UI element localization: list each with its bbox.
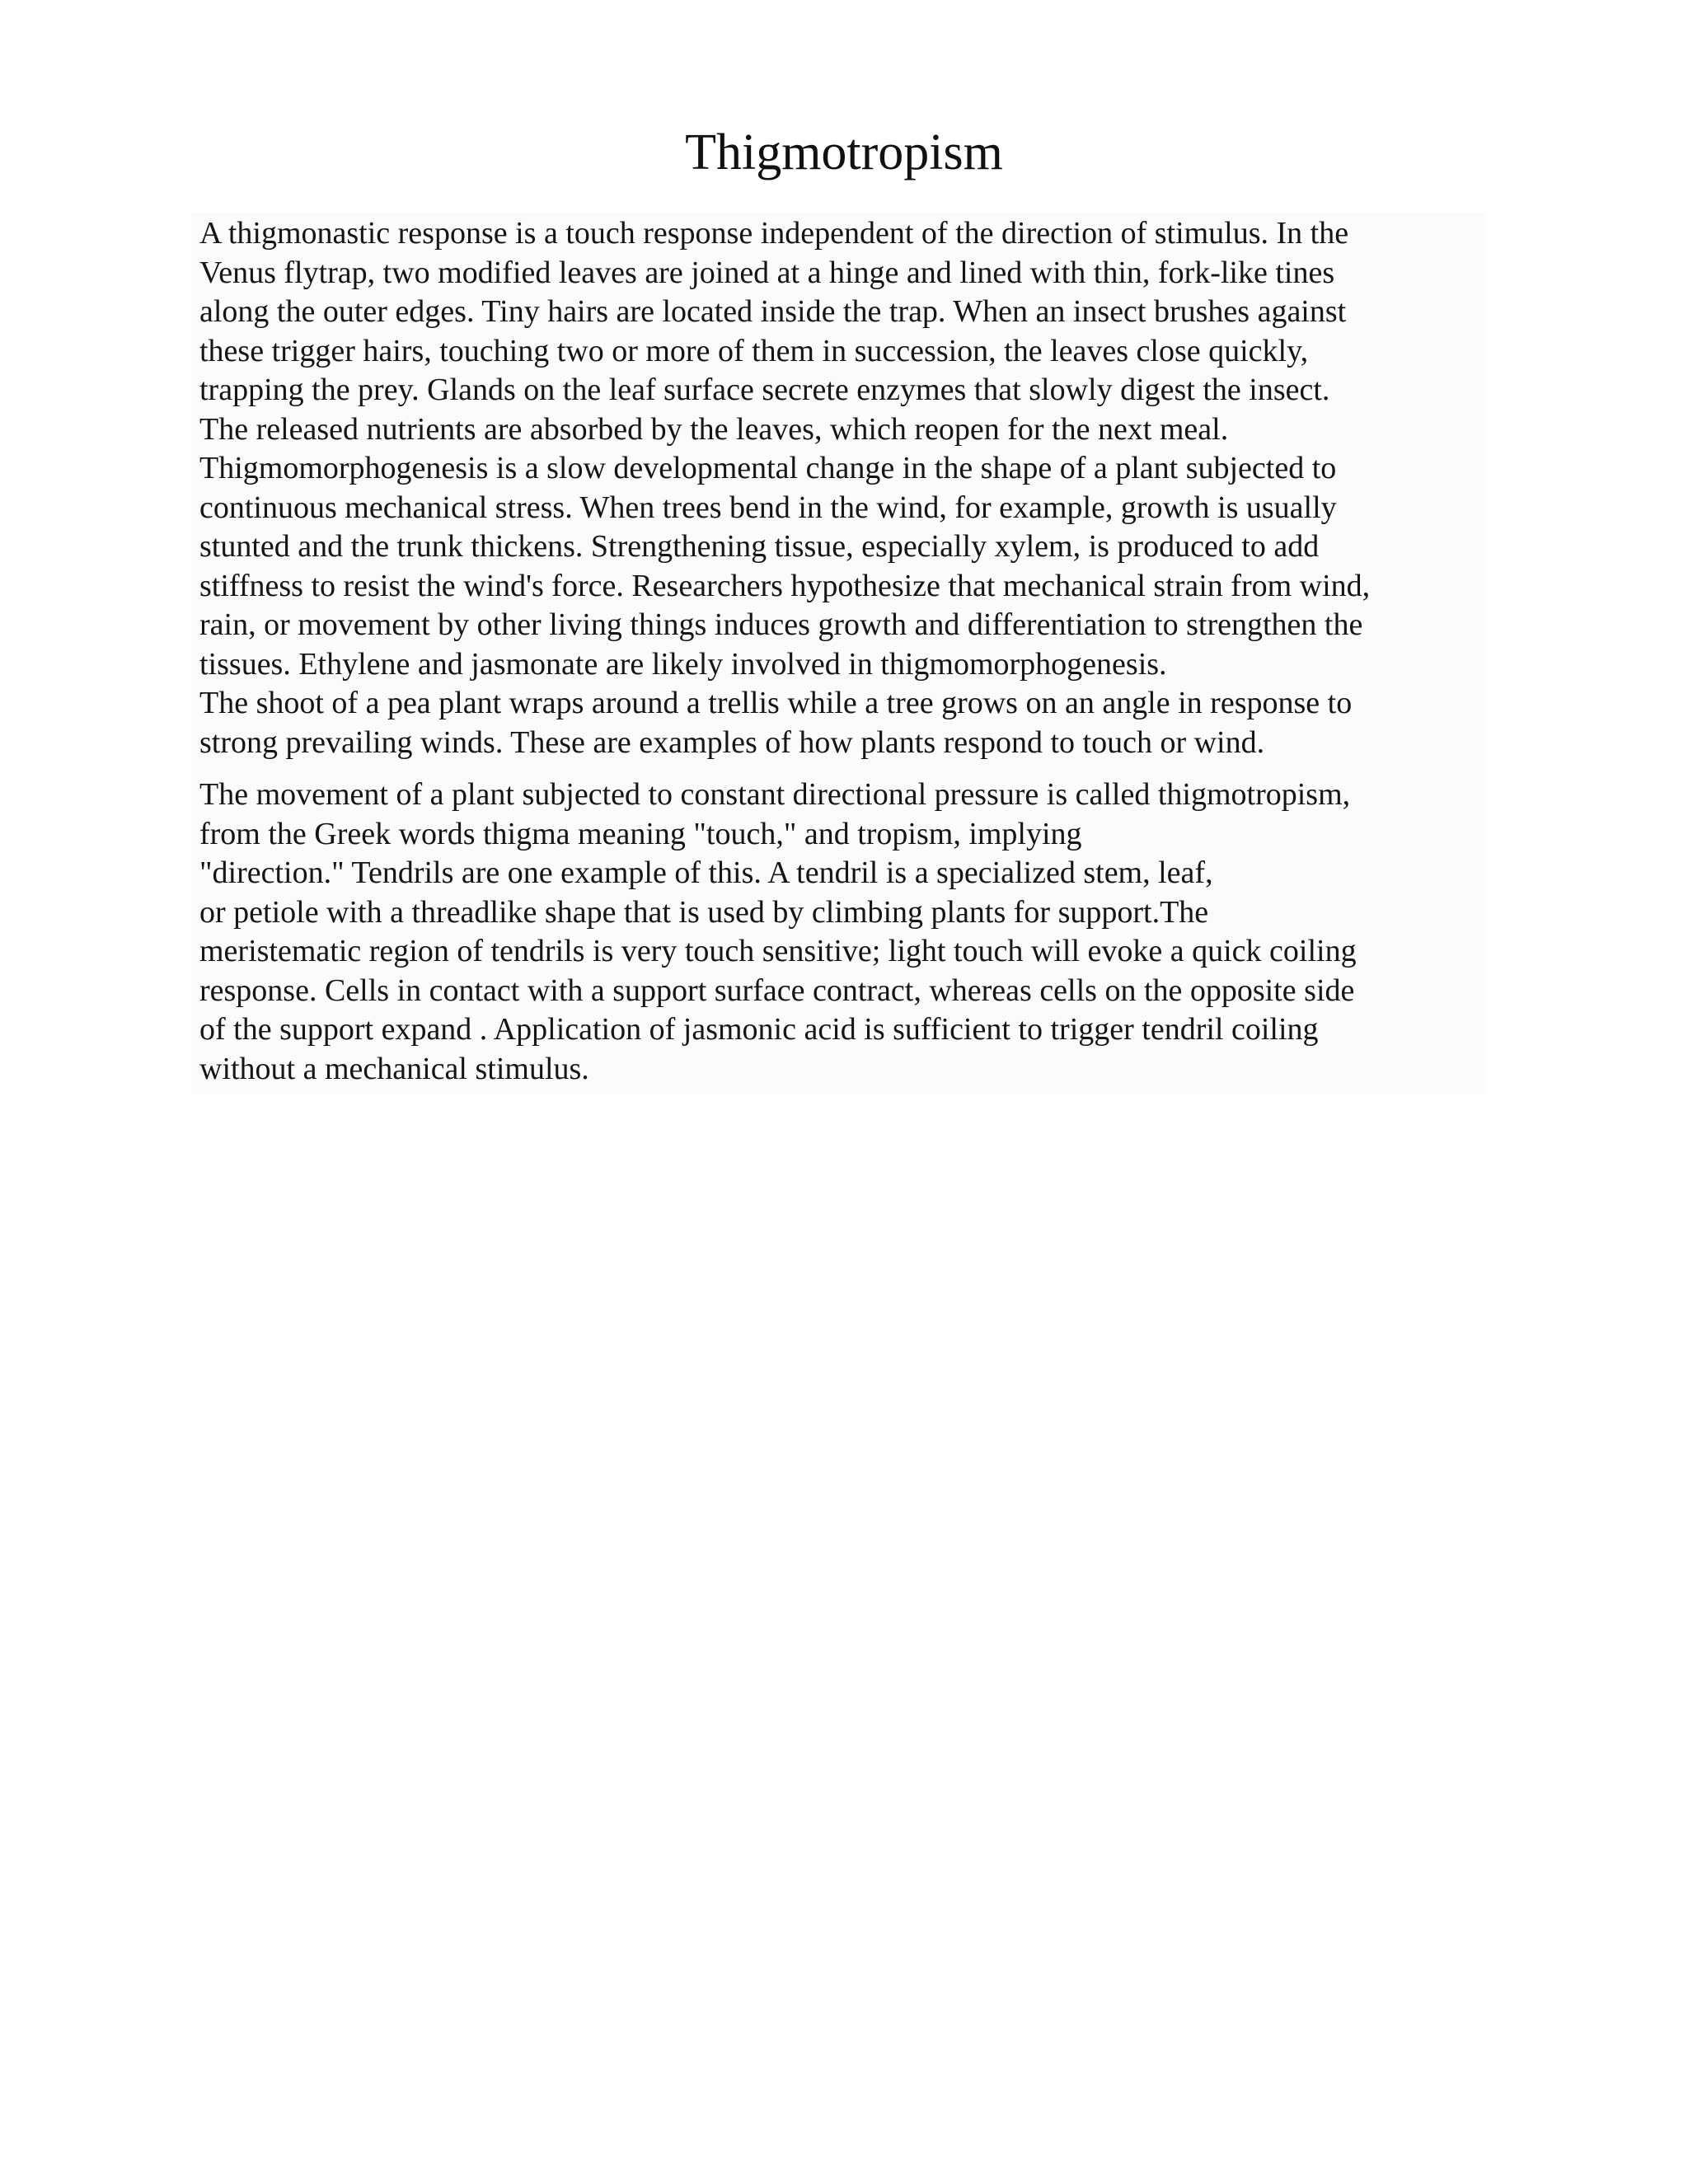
text-line: stunted and the trunk thickens. Strengthening tissue, especially xylem, is produced to add <box>199 529 1320 564</box>
text-line: The released nutrients are absorbed by the leaves, which reopen for the next meal. <box>199 411 1229 447</box>
text-line: "direction." Tendrils are one example of this. A tendril is a specialized stem, leaf, <box>199 855 1213 890</box>
text-line: stiffness to resist the wind's force. Researchers hypothesize that mechanical strain from wind, <box>199 568 1371 603</box>
text-line: tissues. Ethylene and jasmonate are likely involved in thigmomorphogenesis. <box>199 646 1167 682</box>
text-line: strong prevailing winds. These are examples of how plants respond to touch or wind. <box>199 724 1265 760</box>
text-line: Thigmomorphogenesis is a slow developmental change in the shape of a plant subjected to <box>199 451 1337 485</box>
body-text <box>199 214 1518 1089</box>
text-line: Venus flytrap, two modified leaves are joined at a hinge and lined with thin, fork-like tines <box>199 255 1335 290</box>
text-line: rain, or movement by other living things induces growth and differentiation to strengthen the <box>199 607 1363 642</box>
text-line: along the outer edges. Tiny hairs are located inside the trap. When an insect brushes against <box>199 294 1347 329</box>
text-line: The movement of a plant subjected to constant directional pressure is called thigmotropism, <box>199 777 1351 812</box>
paragraph <box>199 214 1518 762</box>
text-line: of the support expand . Application of jasmonic acid is sufficient to trigger tendril coiling <box>199 1012 1319 1047</box>
paragraph-gap <box>199 762 1518 776</box>
text-line: continuous mechanical stress. When trees bend in the wind, for example, growth is usually <box>199 490 1337 525</box>
text-line: from the Greek words thigma meaning "touch," and tropism, implying <box>199 816 1082 851</box>
text-line: or petiole with a threadlike shape that is used by climbing plants for support.The <box>199 894 1209 930</box>
text-line: response. Cells in contact with a support surface contract, whereas cells on the opposite side <box>199 972 1355 1008</box>
page-title: Thigmotropism <box>685 124 1003 180</box>
text-line: A thigmonastic response is a touch response independent of the direction of stimulus. In the <box>199 216 1349 251</box>
text-line: these trigger hairs, touching two or more of them in succession, the leaves close quickly, <box>199 333 1309 368</box>
paragraph <box>199 776 1518 1089</box>
text-line: without a mechanical stimulus. <box>199 1051 589 1086</box>
text-line: The shoot of a pea plant wraps around a trellis while a tree grows on an angle in response to <box>199 686 1353 720</box>
text-line: trapping the prey. Glands on the leaf surface secrete enzymes that slowly digest the insect. <box>199 373 1330 407</box>
text-line: meristematic region of tendrils is very touch sensitive; light touch will evoke a quick coiling <box>199 934 1357 968</box>
